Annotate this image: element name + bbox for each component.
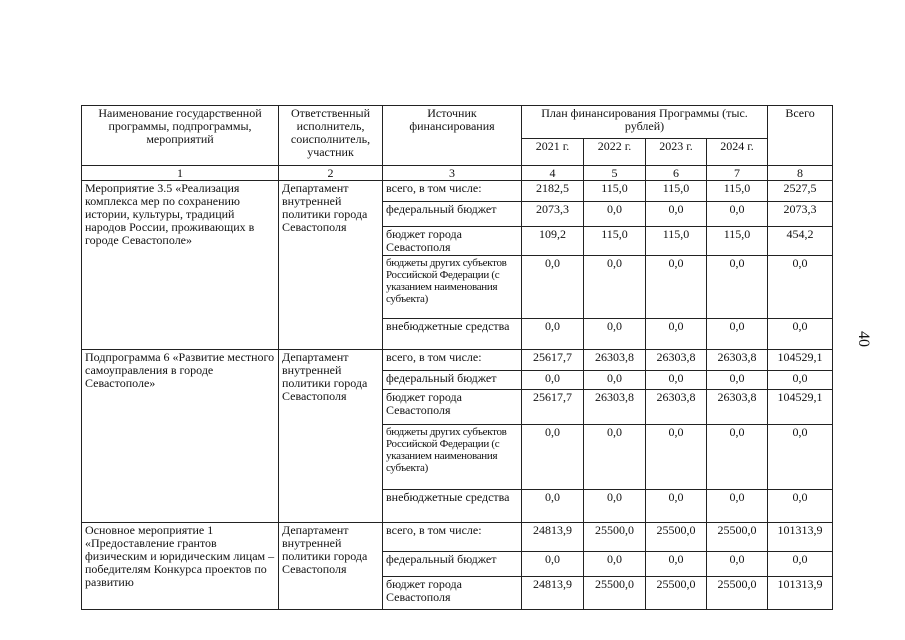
program-name-cell: Основное мероприятие 1 «Предоставление грантов физическим и юридическим лицам – победителям Конкурса проектов по развитию — [82, 523, 279, 610]
value-cell: 0,0 — [584, 552, 646, 577]
value-cell: 115,0 — [707, 227, 768, 256]
column-index: 7 — [707, 166, 768, 181]
value-cell: 0,0 — [646, 202, 707, 227]
value-cell: 0,0 — [707, 490, 768, 523]
header-plan: План финансирования Программы (тыс. рублей) — [522, 106, 768, 139]
financing-table — [81, 105, 833, 610]
executor-cell: Департамент внутренней политики города Севастополя — [279, 350, 383, 523]
value-cell: 0,0 — [646, 256, 707, 319]
value-cell: 25617,7 — [522, 390, 584, 425]
value-cell: 0,0 — [768, 425, 833, 490]
header-program-name: Наименование государственной программы, подпрограммы, мероприятий — [82, 106, 279, 166]
executor-cell: Департамент внутренней политики города Севастополя — [279, 181, 383, 350]
value-cell: 26303,8 — [646, 390, 707, 425]
source-cell: федеральный бюджет — [383, 371, 522, 390]
header-year: 2023 г. — [646, 139, 707, 166]
value-cell: 25500,0 — [707, 523, 768, 552]
value-cell: 0,0 — [584, 490, 646, 523]
column-index: 4 — [522, 166, 584, 181]
value-cell: 25500,0 — [707, 577, 768, 610]
value-cell: 101313,9 — [768, 577, 833, 610]
column-index: 1 — [82, 166, 279, 181]
value-cell: 0,0 — [646, 425, 707, 490]
value-cell: 0,0 — [768, 319, 833, 350]
value-cell: 24813,9 — [522, 577, 584, 610]
page-number: 40 — [855, 331, 872, 347]
header-year: 2022 г. — [584, 139, 646, 166]
value-cell: 2527,5 — [768, 181, 833, 202]
value-cell: 115,0 — [584, 227, 646, 256]
header-year: 2021 г. — [522, 139, 584, 166]
value-cell: 454,2 — [768, 227, 833, 256]
value-cell: 0,0 — [646, 319, 707, 350]
source-cell: всего, в том числе: — [383, 523, 522, 552]
column-index: 8 — [768, 166, 833, 181]
value-cell: 0,0 — [522, 490, 584, 523]
value-cell: 24813,9 — [522, 523, 584, 552]
source-cell: всего, в том числе: — [383, 181, 522, 202]
source-cell: внебюджетные средства — [383, 490, 522, 523]
value-cell: 25500,0 — [584, 577, 646, 610]
table-row — [82, 181, 833, 202]
value-cell: 0,0 — [522, 425, 584, 490]
value-cell: 101313,9 — [768, 523, 833, 552]
value-cell: 0,0 — [707, 552, 768, 577]
header-row — [82, 106, 833, 139]
value-cell: 25617,7 — [522, 350, 584, 371]
column-index: 2 — [279, 166, 383, 181]
source-cell: всего, в том числе: — [383, 350, 522, 371]
value-cell: 25500,0 — [646, 577, 707, 610]
value-cell: 0,0 — [522, 256, 584, 319]
value-cell: 104529,1 — [768, 350, 833, 371]
value-cell: 2073,3 — [768, 202, 833, 227]
value-cell: 115,0 — [707, 181, 768, 202]
value-cell: 0,0 — [646, 552, 707, 577]
value-cell: 0,0 — [768, 256, 833, 319]
value-cell: 0,0 — [707, 319, 768, 350]
value-cell: 0,0 — [707, 202, 768, 227]
value-cell: 0,0 — [768, 552, 833, 577]
value-cell: 2182,5 — [522, 181, 584, 202]
column-index: 6 — [646, 166, 707, 181]
value-cell: 0,0 — [707, 371, 768, 390]
value-cell: 25500,0 — [584, 523, 646, 552]
value-cell: 0,0 — [584, 371, 646, 390]
value-cell: 0,0 — [584, 425, 646, 490]
column-index-row — [82, 166, 833, 181]
source-cell: бюджеты других субъектов Российской Федерации (с указанием наименования субъекта) — [383, 425, 522, 490]
header-executor: Ответственный исполнитель, соисполнитель, участник — [279, 106, 383, 166]
value-cell: 0,0 — [522, 371, 584, 390]
value-cell: 115,0 — [646, 227, 707, 256]
value-cell: 26303,8 — [707, 350, 768, 371]
source-cell: внебюджетные средства — [383, 319, 522, 350]
column-index: 3 — [383, 166, 522, 181]
value-cell: 0,0 — [646, 371, 707, 390]
header-year: 2024 г. — [707, 139, 768, 166]
header-source: Источник финансирования — [383, 106, 522, 166]
table-row — [82, 523, 833, 552]
column-index: 5 — [584, 166, 646, 181]
value-cell: 0,0 — [707, 425, 768, 490]
value-cell: 0,0 — [768, 371, 833, 390]
value-cell: 0,0 — [646, 490, 707, 523]
executor-cell: Департамент внутренней политики города Севастополя — [279, 523, 383, 610]
value-cell: 0,0 — [707, 256, 768, 319]
value-cell: 26303,8 — [646, 350, 707, 371]
value-cell: 25500,0 — [646, 523, 707, 552]
value-cell: 26303,8 — [707, 390, 768, 425]
value-cell: 2073,3 — [522, 202, 584, 227]
value-cell: 26303,8 — [584, 390, 646, 425]
source-cell: федеральный бюджет — [383, 552, 522, 577]
value-cell: 0,0 — [584, 202, 646, 227]
value-cell: 115,0 — [646, 181, 707, 202]
value-cell: 0,0 — [584, 256, 646, 319]
value-cell: 0,0 — [768, 490, 833, 523]
value-cell: 0,0 — [522, 319, 584, 350]
value-cell: 109,2 — [522, 227, 584, 256]
value-cell: 26303,8 — [584, 350, 646, 371]
source-cell: бюджет города Севастополя — [383, 390, 522, 425]
value-cell: 0,0 — [522, 552, 584, 577]
table-row — [82, 350, 833, 371]
source-cell: бюджет города Севастополя — [383, 227, 522, 256]
program-name-cell: Мероприятие 3.5 «Реализация комплекса мер по сохранению истории, культуры, традиций народов России, проживающих в городе Севастополе» — [82, 181, 279, 350]
source-cell: бюджеты других субъектов Российской Федерации (с указанием наименования субъекта) — [383, 256, 522, 319]
value-cell: 104529,1 — [768, 390, 833, 425]
value-cell: 115,0 — [584, 181, 646, 202]
source-cell: федеральный бюджет — [383, 202, 522, 227]
value-cell: 0,0 — [584, 319, 646, 350]
program-name-cell: Подпрограмма 6 «Развитие местного самоуправления в городе Севастополе» — [82, 350, 279, 523]
source-cell: бюджет города Севастополя — [383, 577, 522, 610]
header-total: Всего — [768, 106, 833, 166]
